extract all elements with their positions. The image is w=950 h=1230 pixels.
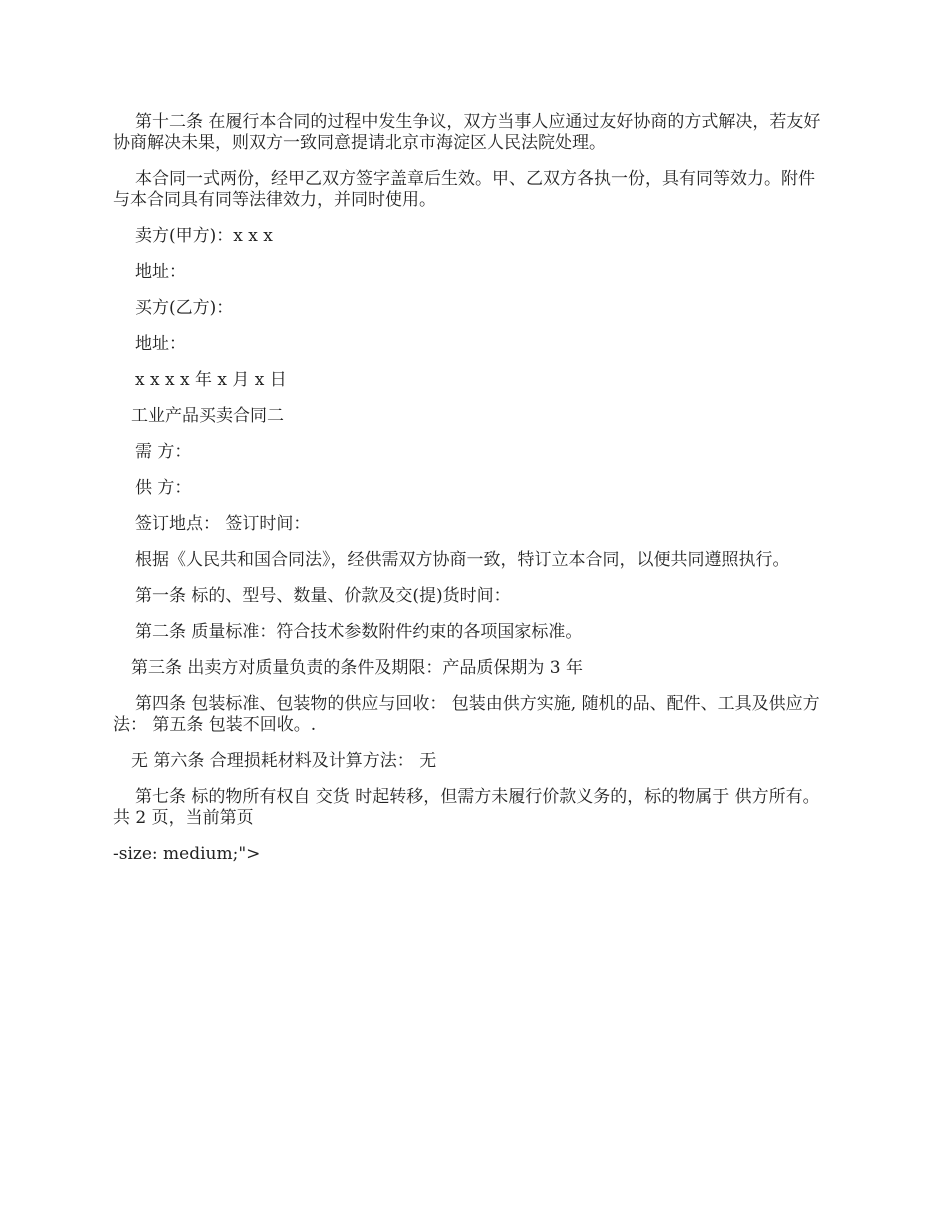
paragraph-article-12: 第十二条 在履行本合同的过程中发生争议，双方当事人应通过友好协商的方式解决，若友好协商解决未果，则双方一致同意提请北京市海淀区人民法院处理。 (113, 112, 821, 153)
paragraph-supplier: 供 方： (135, 478, 192, 498)
document-body (113, 112, 831, 880)
paragraph-preamble: 根据《人民共和国合同法》，经供需双方协商一致，特订立本合同，以便共同遵照执行。 (135, 550, 790, 570)
paragraph-seller: 卖方(甲方)：x x x (135, 226, 273, 246)
paragraph-article-7: 第七条 标的物所有权自 交货 时起转移，但需方未履行价款义务的，标的物属于 供方所有。共 2 页，当前第页 (113, 787, 820, 828)
paragraph-stray-markup: -size: medium;"> (113, 844, 261, 864)
paragraph-date: x x x x 年 x 月 x 日 (135, 370, 287, 390)
paragraph-copies-clause: 本合同一式两份，经甲乙双方签字盖章后生效。甲、乙双方各执一份，具有同等效力。附件与本合同具有同等法律效力，并同时使用。 (113, 169, 815, 210)
paragraph-article-2: 第二条 质量标准：符合技术参数附件约束的各项国家标准。 (135, 622, 583, 642)
paragraph-article-3: 第三条 出卖方对质量负责的条件及期限：产品质保期为 3 年 (131, 658, 584, 678)
paragraph-article-6: 无 第六条 合理损耗材料及计算方法： 无 (131, 751, 437, 771)
paragraph-demander: 需 方： (135, 442, 192, 462)
paragraph-buyer-address: 地址： (135, 334, 186, 354)
contract-two-title: 工业产品买卖合同二 (131, 406, 284, 426)
paragraph-article-4-5: 第四条 包装标准、包装物的供应与回收： 包装由供方实施, 随机的品、配件、工具及供应方法： 第五条 包装不回收。. (113, 694, 820, 735)
paragraph-signing-info: 签订地点： 签订时间： (135, 514, 311, 534)
paragraph-buyer: 买方(乙方)： (135, 298, 234, 318)
paragraph-seller-address: 地址： (135, 262, 186, 282)
paragraph-article-1: 第一条 标的、型号、数量、价款及交(提)货时间： (135, 586, 511, 606)
